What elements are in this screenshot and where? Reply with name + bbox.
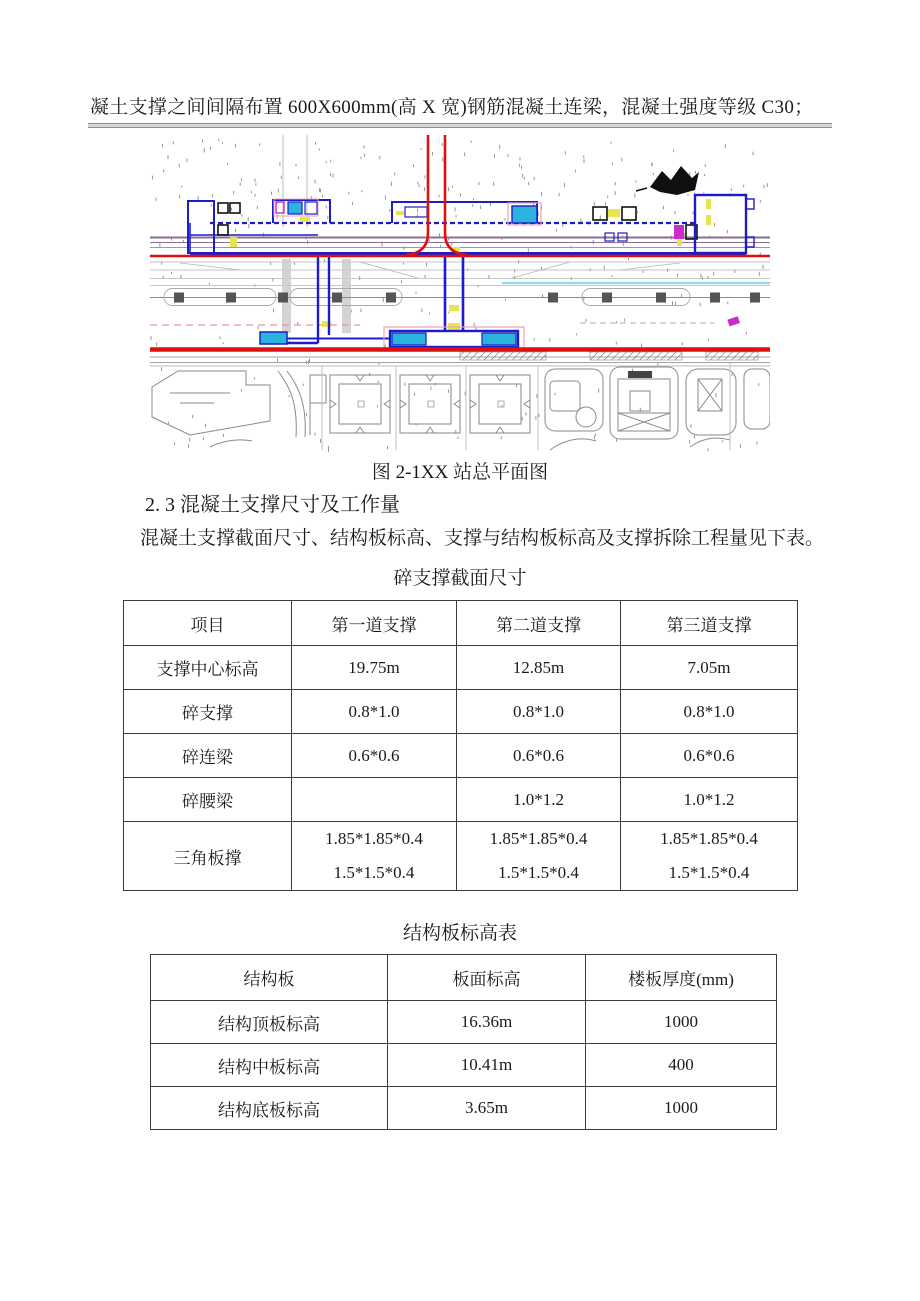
- table-row: [151, 1044, 777, 1087]
- table-row: [124, 734, 798, 778]
- column-header: 项目: [124, 601, 292, 646]
- buildings: [150, 363, 770, 450]
- site-plan-figure: [150, 135, 770, 455]
- table-cell: 结构顶板标高: [151, 1001, 388, 1044]
- table-cell: 0.6*0.6: [292, 734, 457, 778]
- table-cell: 400: [586, 1044, 777, 1087]
- table-cell: 碎连梁: [124, 734, 292, 778]
- table-cell: [292, 778, 457, 822]
- table-row: [151, 1001, 777, 1044]
- table-cell: 19.75m: [292, 646, 457, 690]
- table-cell: 结构中板标高: [151, 1044, 388, 1087]
- support-dimensions-table: [123, 600, 798, 891]
- column-header: 楼板厚度(mm): [586, 955, 777, 1001]
- table-header-row: [151, 955, 777, 1001]
- table-cell: 0.8*1.0: [621, 690, 798, 734]
- accent-marks: [230, 199, 711, 330]
- table-cell: 7.05m: [621, 646, 798, 690]
- slab-elevation-table: [150, 954, 777, 1130]
- table-row: [124, 778, 798, 822]
- table-cell: 三角板撑: [124, 822, 292, 891]
- table-cell: 1.85*1.85*0.4 1.5*1.5*0.4: [292, 822, 457, 891]
- table-cell: 1000: [586, 1087, 777, 1130]
- table-row: [124, 822, 798, 891]
- support-table-title: 碎支撑截面尺寸: [393, 568, 527, 589]
- section-heading: 2. 3 混凝土支撑尺寸及工作量: [145, 494, 400, 516]
- site-plan-drawing: [150, 135, 770, 455]
- table-cell: 1000: [586, 1001, 777, 1044]
- slab-table-title: 结构板标高表: [402, 923, 517, 944]
- table-cell: 12.85m: [457, 646, 621, 690]
- station-outline: [188, 195, 754, 351]
- table-cell: 0.8*1.0: [292, 690, 457, 734]
- table-cell: 10.41m: [388, 1044, 586, 1087]
- column-header: 第一道支撑: [292, 601, 457, 646]
- table-cell: 16.36m: [388, 1001, 586, 1044]
- table-cell: 1.85*1.85*0.4 1.5*1.5*0.4: [621, 822, 798, 891]
- north-arrow-icon: [636, 166, 699, 195]
- table-cell: 1.0*1.2: [457, 778, 621, 822]
- table-cell: 1.85*1.85*0.4 1.5*1.5*0.4: [457, 822, 621, 891]
- table-cell: 3.65m: [388, 1087, 586, 1130]
- column-header: 板面标高: [388, 955, 586, 1001]
- table-cell: 0.6*0.6: [621, 734, 798, 778]
- top-paragraph: 凝土支撑之间间隔布置 600X600mm(高 X 宽)钢筋混凝土连梁，混凝土强度等级 C30；: [90, 97, 814, 118]
- table-cell: 支撑中心标高: [124, 646, 292, 690]
- figure-caption: 图 2-1XX 站总平面图: [371, 462, 549, 483]
- table-cell: 碎支撑: [124, 690, 292, 734]
- table-header-row: [124, 601, 798, 646]
- table-row: [124, 690, 798, 734]
- table-row: [124, 646, 798, 690]
- table-cell: 0.6*0.6: [457, 734, 621, 778]
- table-row: [151, 1087, 777, 1130]
- column-header: 结构板: [151, 955, 388, 1001]
- table-cell: 结构底板标高: [151, 1087, 388, 1130]
- table-cell: 碎腰梁: [124, 778, 292, 822]
- column-header: 第二道支撑: [457, 601, 621, 646]
- header-rule-divider: [88, 123, 832, 128]
- table-cell: 1.0*1.2: [621, 778, 798, 822]
- table-cell: 0.8*1.0: [457, 690, 621, 734]
- intro-paragraph: 混凝土支撑截面尺寸、结构板标高、支撑与结构板标高及支撑拆除工程量见下表。: [140, 528, 825, 549]
- column-header: 第三道支撑: [621, 601, 798, 646]
